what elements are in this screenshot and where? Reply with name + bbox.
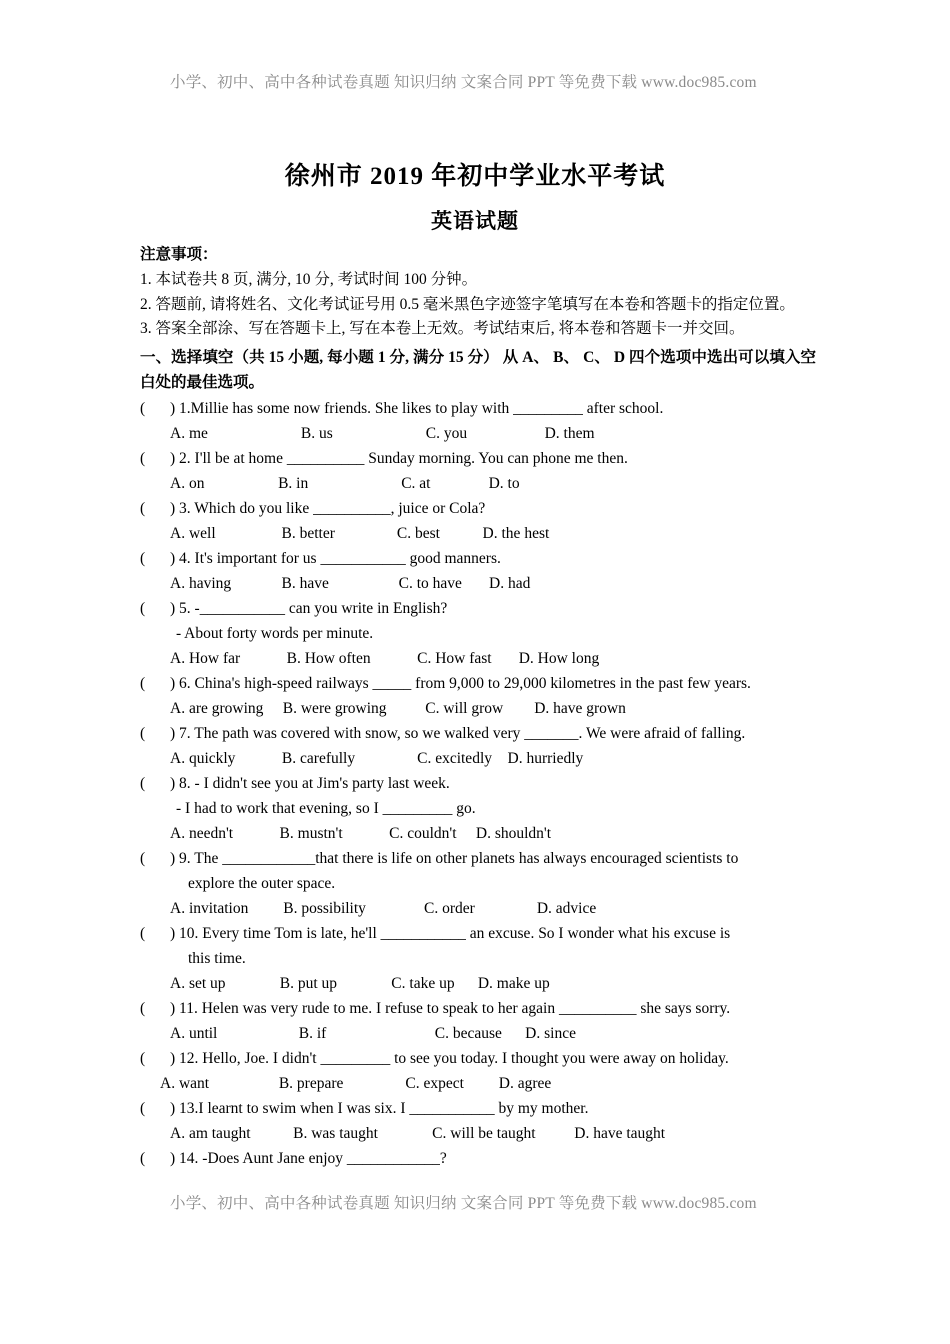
question-stem xyxy=(140,446,816,471)
notice-line: 2. 答题前, 请将姓名、文化考试证号用 0.5 毫米黑色字迹签字笔填写在本卷和答题卡的指定位置。 xyxy=(140,295,795,313)
question-item xyxy=(140,846,816,921)
section-one-heading: 一、选择填空（共 15 小题, 每小题 1 分, 满分 15 分） 从 A、 B、 C、 D 四个选项中选出可以填入空白处的最佳选项。 xyxy=(140,348,816,391)
answer-bracket-close: ) xyxy=(170,549,176,567)
notice-heading: 注意事项： xyxy=(140,246,218,263)
question-stem xyxy=(140,921,816,946)
question-item xyxy=(140,1146,816,1171)
answer-bracket[interactable]: ( xyxy=(140,674,146,692)
question-stem xyxy=(140,671,816,696)
question-text: 2. I'll be at home __________ Sunday morning. You can phone me then. xyxy=(175,449,628,467)
watermark-bottom: 小学、初中、高中各种试卷真题 知识归纳 文案合同 PPT 等免费下载 www.doc985.com xyxy=(170,1195,757,1212)
answer-bracket-close: ) xyxy=(170,674,176,692)
answer-bracket-close: ) xyxy=(170,1049,176,1067)
answer-bracket[interactable]: ( xyxy=(140,399,146,417)
question-text: 12. Hello, Joe. I didn't _________ to see you today. I thought you were away on holiday. xyxy=(175,1049,729,1067)
question-continuation: this time. xyxy=(188,949,246,967)
question-continuation: explore the outer space. xyxy=(188,874,336,892)
notice-line: 1. 本试卷共 8 页, 满分, 10 分, 考试时间 100 分钟。 xyxy=(140,271,478,288)
question-stem xyxy=(140,396,816,421)
question-stem xyxy=(140,771,816,796)
question-text: 3. Which do you like __________, juice or Cola? xyxy=(175,499,486,517)
question-text: 6. China's high-speed railways _____ from 9,000 to 29,000 kilometres in the past few years. xyxy=(175,674,751,692)
question-item xyxy=(140,921,816,996)
answer-bracket-close: ) xyxy=(170,999,176,1017)
answer-bracket[interactable]: ( xyxy=(140,1099,146,1117)
question-text: 1.Millie has some now friends. She likes to play with _________ after school. xyxy=(175,399,664,417)
page-subtitle: 英语试题 xyxy=(431,209,519,233)
question-options[interactable]: A. want B. prepare C. expect D. agree xyxy=(160,1074,552,1092)
question-item xyxy=(140,771,816,846)
question-stem xyxy=(140,1146,816,1171)
answer-bracket-close: ) xyxy=(170,499,176,517)
document-body xyxy=(140,243,816,1171)
question-item xyxy=(140,671,816,721)
question-text: 14. -Does Aunt Jane enjoy ____________? xyxy=(175,1149,447,1167)
question-item xyxy=(140,1046,816,1096)
question-options[interactable]: A. are growing B. were growing C. will grow D. have grown xyxy=(170,699,626,717)
question-options[interactable]: A. set up B. put up C. take up D. make up xyxy=(170,974,550,992)
question-text: 11. Helen was very rude to me. I refuse to speak to her again __________ she says sorry. xyxy=(175,999,731,1017)
answer-bracket[interactable]: ( xyxy=(140,449,146,467)
question-stem xyxy=(140,721,816,746)
question-options[interactable]: A. How far B. How often C. How fast D. How long xyxy=(170,649,600,667)
question-text: 9. The ____________that there is life on other planets has always encouraged scientists to xyxy=(175,849,739,867)
answer-bracket[interactable]: ( xyxy=(140,924,146,942)
question-reply: - About forty words per minute. xyxy=(176,624,374,642)
question-stem xyxy=(140,846,816,871)
question-text: 4. It's important for us ___________ good manners. xyxy=(175,549,501,567)
question-options[interactable]: A. me B. us C. you D. them xyxy=(170,424,595,442)
answer-bracket[interactable]: ( xyxy=(140,499,146,517)
answer-bracket[interactable]: ( xyxy=(140,724,146,742)
question-item xyxy=(140,546,816,596)
answer-bracket-close: ) xyxy=(170,399,176,417)
question-item xyxy=(140,1096,816,1146)
answer-bracket-close: ) xyxy=(170,849,176,867)
question-text: 8. - I didn't see you at Jim's party last week. xyxy=(175,774,450,792)
answer-bracket[interactable]: ( xyxy=(140,1049,146,1067)
question-reply: - I had to work that evening, so I _________ go. xyxy=(176,799,476,817)
question-options[interactable]: A. invitation B. possibility C. order D. advice xyxy=(170,899,597,917)
question-options[interactable]: A. quickly B. carefully C. excitedly D. hurriedly xyxy=(170,749,584,767)
answer-bracket[interactable]: ( xyxy=(140,549,146,567)
answer-bracket[interactable]: ( xyxy=(140,599,146,617)
answer-bracket[interactable]: ( xyxy=(140,849,146,867)
page-title: 徐州市 2019 年初中学业水平考试 xyxy=(284,163,666,190)
answer-bracket[interactable]: ( xyxy=(140,1149,146,1167)
question-options[interactable]: A. needn't B. mustn't C. couldn't D. shouldn't xyxy=(170,824,552,842)
question-item xyxy=(140,721,816,771)
notice-line: 3. 答案全部涂、写在答题卡上, 写在本卷上无效。考试结束后, 将本卷和答题卡一并交回。 xyxy=(140,320,745,337)
answer-bracket-close: ) xyxy=(170,599,176,617)
answer-bracket-close: ) xyxy=(170,1149,176,1167)
question-stem xyxy=(140,546,816,571)
question-item xyxy=(140,396,816,446)
question-text: 5. -___________ can you write in English? xyxy=(175,599,448,617)
answer-bracket-close: ) xyxy=(170,774,176,792)
answer-bracket-close: ) xyxy=(170,449,176,467)
question-stem xyxy=(140,596,816,621)
question-text: 7. The path was covered with snow, so we walked very _______. We were afraid of falling. xyxy=(175,724,746,742)
question-stem xyxy=(140,996,816,1021)
question-options[interactable]: A. having B. have C. to have D. had xyxy=(170,574,531,592)
answer-bracket-close: ) xyxy=(170,1099,176,1117)
watermark-top: 小学、初中、高中各种试卷真题 知识归纳 文案合同 PPT 等免费下载 www.doc985.com xyxy=(170,74,757,91)
question-item xyxy=(140,996,816,1046)
question-text: 10. Every time Tom is late, he'll ___________ an excuse. So I wonder what his excuse is xyxy=(175,924,731,942)
answer-bracket-close: ) xyxy=(170,924,176,942)
question-item xyxy=(140,496,816,546)
question-text: 13.I learnt to swim when I was six. I ___________ by my mother. xyxy=(175,1099,589,1117)
question-item xyxy=(140,596,816,671)
question-stem xyxy=(140,1046,816,1071)
question-stem xyxy=(140,1096,816,1121)
answer-bracket-close: ) xyxy=(170,724,176,742)
question-options[interactable]: A. on B. in C. at D. to xyxy=(170,474,520,492)
question-options[interactable]: A. until B. if C. because D. since xyxy=(170,1024,576,1042)
answer-bracket[interactable]: ( xyxy=(140,999,146,1017)
question-options[interactable]: A. am taught B. was taught C. will be taught D. have taught xyxy=(170,1124,666,1142)
question-item xyxy=(140,446,816,496)
question-stem xyxy=(140,496,816,521)
question-list xyxy=(140,396,816,1171)
question-options[interactable]: A. well B. better C. best D. the hest xyxy=(170,524,550,542)
answer-bracket[interactable]: ( xyxy=(140,774,146,792)
